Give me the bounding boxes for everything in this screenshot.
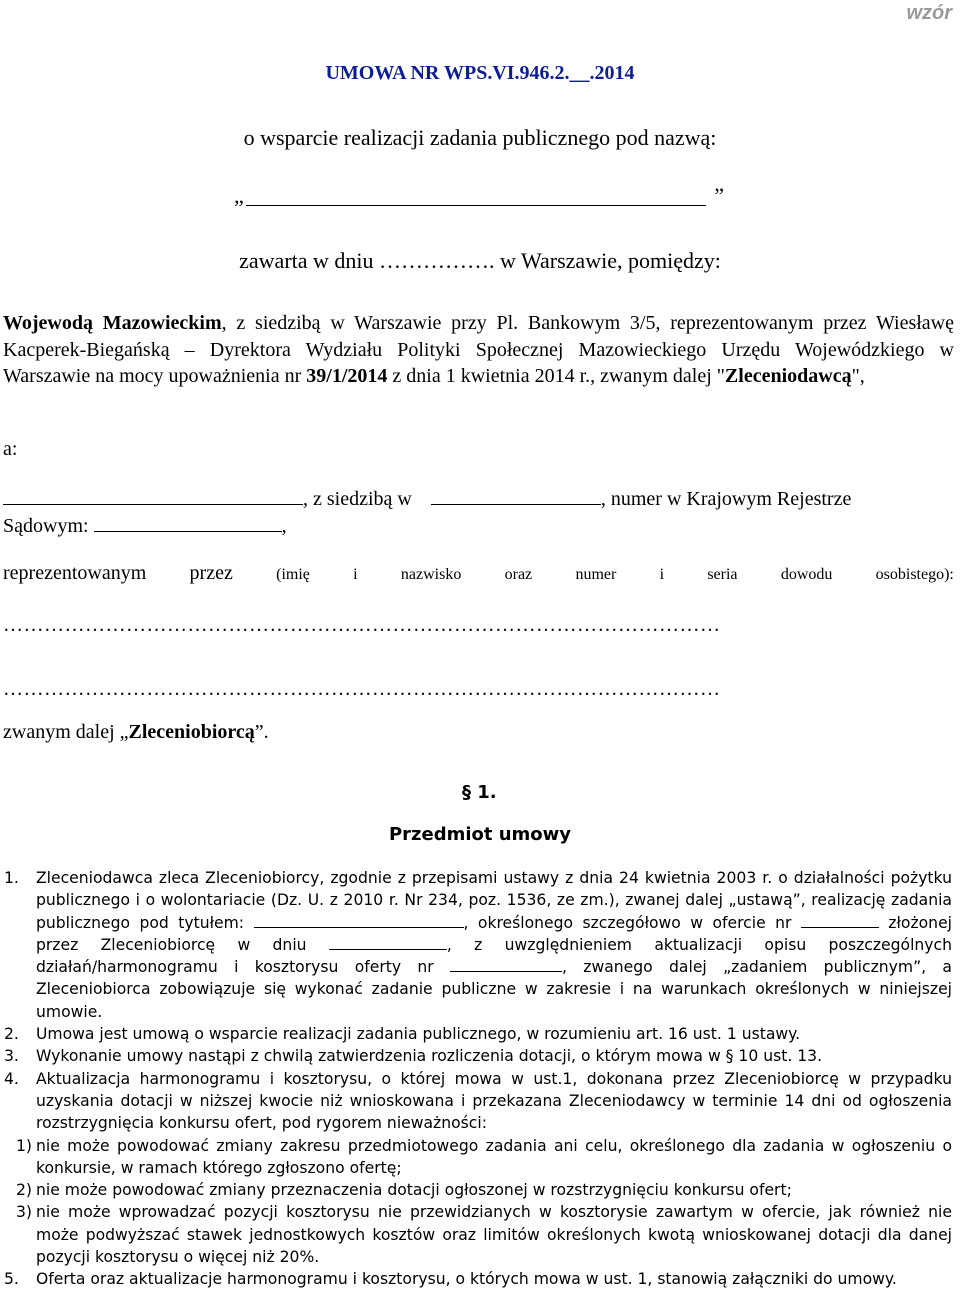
clause-item	[4, 1068, 952, 1135]
registry-label: , numer w Krajowym Rejestrze	[600, 488, 852, 510]
repr-hint-word: dowodu	[780, 566, 833, 583]
clause-text: Oferta oraz aktualizacje harmonogramu i kosztorysu, o których mowa w ust. 1, stanowią załączniki do umowy.	[36, 1270, 897, 1289]
contract-subtitle: o wsparcie realizacji zadania publicznego pod nazwą:	[243, 125, 717, 150]
represented-by-line	[3, 562, 954, 585]
clause-item	[4, 867, 952, 1023]
seat-label: , z siedzibą w	[303, 488, 412, 510]
party-1-text-a: , z siedzibą w Warszawie przy Pl. Bankowym 3/5, reprezentowanym przez Wiesławę Kacperek-Biegańską – Dyrektora Wydziału Polityki Społecznej Mazowieckiego Urzędu Wojewódzkiego w Warszawie na mocy upoważnienia nr	[3, 312, 954, 387]
party-1-name: Wojewodą Mazowieckim	[3, 312, 222, 334]
section-title: Przedmiot umowy	[388, 824, 572, 845]
quote-open: „	[234, 183, 244, 208]
repr-word: przez	[189, 562, 233, 584]
seat-blank	[431, 486, 601, 505]
alias-suffix: ”.	[254, 721, 269, 743]
subclause-item	[4, 1135, 952, 1180]
party-1-text-b: z dnia 1 kwietnia 2014 r., zwanym dalej "	[387, 365, 725, 387]
clause-number: 4.	[4, 1069, 19, 1088]
subclause-text: nie może powodować zmiany przeznaczenia dotacji ogłoszonej w rozstrzygnięciu konkursu ofert;	[36, 1181, 792, 1200]
and-label: a:	[3, 438, 18, 460]
repr-hint-word: seria	[707, 566, 738, 583]
offer-date-blank	[329, 935, 447, 950]
clause-1-text-c: złożonej przez Zleceniobiorcę w dniu	[36, 913, 952, 954]
clause-item	[4, 1023, 952, 1045]
subclause-number: 3)	[16, 1203, 33, 1222]
clause-number: 5.	[4, 1270, 19, 1289]
subclause-text: nie może powodować zmiany zakresu przedmiotowego zadania ani celu, określonego dla zadania w ogłoszeniu o konkursie, w ramach którego zgłoszono ofertę;	[36, 1136, 952, 1177]
offer-number-blank	[801, 913, 879, 928]
clause-1-text-d: , z uwzględnieniem aktualizacji opisu poszczególnych działań/harmonogramu i kosztorysu oferty nr	[36, 935, 952, 977]
task-name-line	[234, 185, 724, 213]
party-1-alias: Zleceniodawcą	[724, 365, 852, 387]
clause-text: Aktualizacja harmonogramu i kosztorysu, o której mowa w ust.1, dokonana przez Zleceniobiorcę w przypadku uzyskania dotacji w niższej kwocie niż wnioskowana i przekazana Zleceniodawcy w terminie 14 dni od ogłoszenia rozstrzygnięcia konkursu ofert, pod rygorem nieważności:	[36, 1069, 952, 1133]
court-registry-line	[3, 513, 287, 538]
clause-item	[4, 1045, 952, 1067]
party-2-line	[3, 486, 954, 511]
party-2-alias-line	[3, 721, 269, 744]
template-label: wzór	[906, 2, 952, 24]
subclause-text: nie może wprowadzać pozycji kosztorysu nie przewidzianych w kosztorysie zawartym w ofercie, jak również nie może podwyższać stawek jednostkowych kosztów oraz limitów określonych kwotą wnioskowanej dotacji dla danej pozycji kosztorysu o więcej niż 20%.	[36, 1203, 952, 1267]
clause-number: 1.	[4, 869, 19, 887]
repr-hint-word: oraz	[504, 566, 533, 583]
subclause-item	[4, 1201, 952, 1268]
party-1-paragraph	[3, 310, 954, 390]
clause-1-text-e: , zwanego dalej „zadaniem publicznym”, a Zleceniobiorca zobowiązuje się wykonać zadanie publiczne w zakresie i na warunkach określonych w niniejszej umowie.	[36, 958, 952, 1021]
subclause-item	[4, 1179, 952, 1201]
clause-number: 2.	[4, 1025, 19, 1044]
court-registry-label: Sądowym:	[3, 515, 89, 537]
concluded-on-line: zawarta w dniu ……………. w Warszawie, pomiędzy:	[239, 248, 721, 273]
subclause-number: 2)	[16, 1181, 33, 1200]
repr-word: reprezentowanym	[3, 562, 147, 584]
representative-dots-2: ……………………………………………………………………………………………	[3, 678, 721, 700]
clauses-list	[4, 867, 952, 1291]
repr-hint-word: (imię	[276, 566, 310, 583]
court-registry-end: ,	[281, 515, 287, 537]
clause-item	[4, 1268, 952, 1290]
update-number-blank	[450, 957, 562, 972]
party-1-text-c: ",	[851, 365, 865, 387]
repr-hint-word: nazwisko	[400, 566, 462, 583]
task-name-blank	[246, 205, 706, 206]
subclause-number: 1)	[16, 1136, 33, 1155]
clause-text: Umowa jest umową o wsparcie realizacji zadania publicznego, w rozumieniu art. 16 ust. 1 ustawy.	[36, 1025, 801, 1044]
repr-hint-word: i	[659, 566, 665, 583]
repr-hint-word: i	[353, 566, 358, 583]
representative-dots-1: ……………………………………………………………………………………………	[3, 614, 721, 636]
party-2-alias: Zleceniobiorcą	[128, 721, 255, 743]
task-title-blank	[254, 913, 464, 928]
authorization-number: 39/1/2014	[306, 365, 388, 387]
clause-text: Wykonanie umowy nastąpi z chwilą zatwierdzenia rozliczenia dotacji, o którym mowa w § 10 ust. 13.	[36, 1047, 823, 1066]
clause-1-text-b: , określonego szczegółowo w ofercie nr	[463, 913, 801, 932]
repr-hint-word: osobistego):	[875, 566, 954, 583]
party-2-name-blank	[3, 486, 303, 505]
alias-prefix: zwanym dalej „	[3, 721, 129, 743]
clause-number: 3.	[4, 1047, 19, 1066]
clause-1-text-a: Zleceniodawca zleca Zleceniobiorcy, zgodnie z przepisami ustawy z dnia 24 kwietnia 2003 r. o działalności pożytku publicznego i o wolontariacie (Dz. U. z 2010 r. Nr 234, poz. 1536, ze zm.), zwanej dalej „ustawą”, realizację zadania publicznego pod tytułem:	[36, 869, 952, 932]
contract-title: UMOWA NR WPS.VI.946.2.__.2014	[325, 62, 635, 84]
section-number: § 1.	[462, 782, 497, 803]
repr-hint-word: numer	[575, 566, 617, 583]
quote-close: ”	[714, 183, 724, 208]
court-registry-blank	[94, 513, 282, 532]
